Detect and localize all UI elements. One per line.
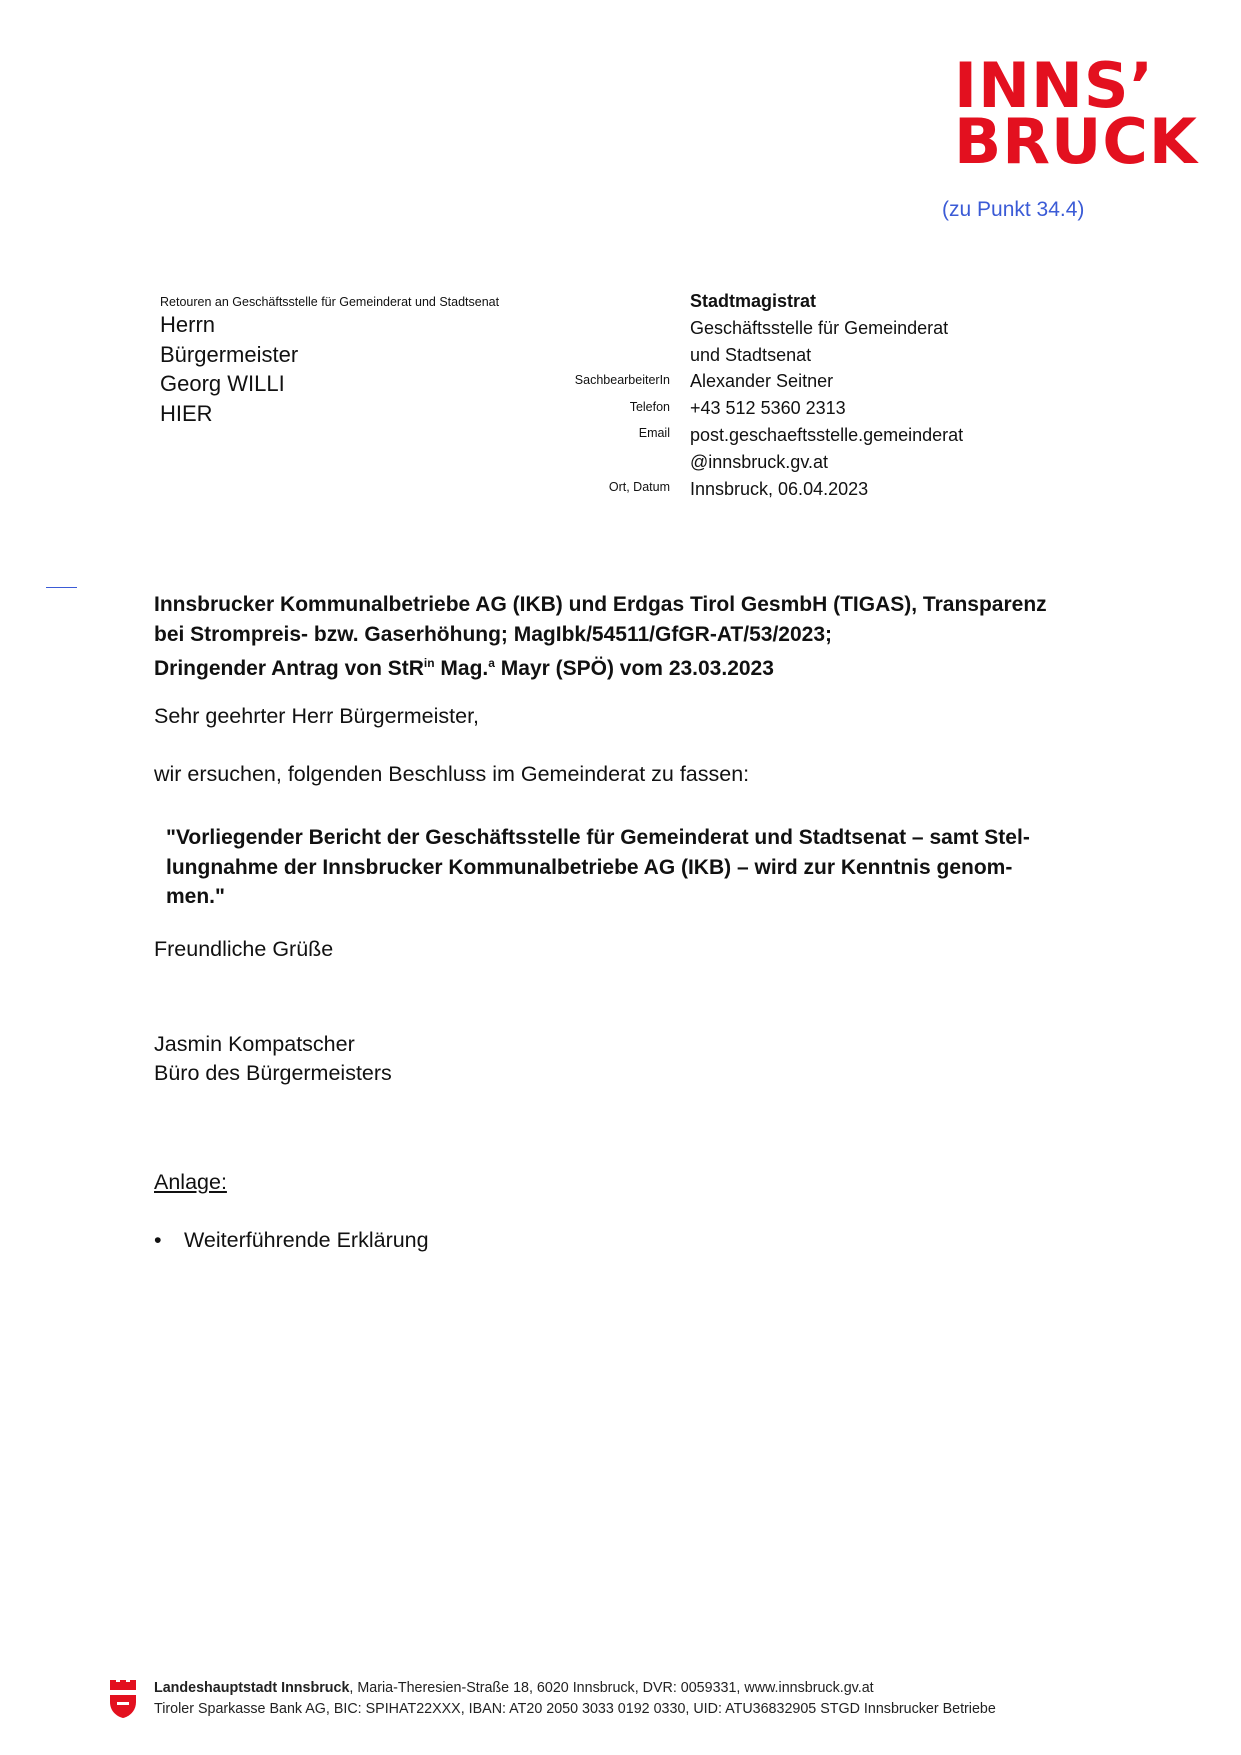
footer <box>154 1678 996 1720</box>
recipient-line: HIER <box>160 400 213 426</box>
margin-mark <box>46 587 77 588</box>
attachments-list <box>154 1228 429 1253</box>
signature-block <box>154 1030 392 1088</box>
subject-line-1: Innsbrucker Kommunalbetriebe AG (IKB) und Erdgas Tirol GesmbH (TIGAS), Transparenz <box>154 593 1047 616</box>
email-label: Email <box>638 426 670 440</box>
attachment-item-label: Weiterführende Erklärung <box>184 1228 429 1252</box>
phone-label: Telefon <box>629 400 670 414</box>
salutation: Sehr geehrter Herr Bürgermeister, <box>154 704 480 728</box>
return-address-note: Retouren an Geschäftsstelle für Gemeinderat und Stadtsenat <box>160 295 500 309</box>
logo-line-1: INNS’ <box>954 49 1155 122</box>
city-coat-of-arms-icon <box>108 1680 138 1725</box>
signature-name: Jasmin Kompatscher <box>154 1032 355 1056</box>
subject-heading <box>154 590 1144 684</box>
subject-sup-in: in <box>423 656 435 670</box>
attachment-item <box>154 1228 429 1253</box>
attachments-title: Anlage: <box>154 1170 227 1194</box>
clerk-label: SachbearbeiterIn <box>574 373 670 387</box>
signature-office: Büro des Bürgermeisters <box>154 1061 392 1085</box>
sender-email-line-1: post.geschaeftsstelle.gemeinderat <box>690 424 964 445</box>
subject-line-3-part-b: Mag. <box>434 657 489 680</box>
resolution-quote <box>166 823 1144 912</box>
recipient-line: Herrn <box>160 312 216 337</box>
date-label: Ort, Datum <box>608 480 670 494</box>
recipient-line: Bürgermeister <box>160 341 299 367</box>
sender-block <box>690 288 963 502</box>
sender-phone: +43 512 5360 2313 <box>690 398 846 419</box>
footer-line-2: Tiroler Sparkasse Bank AG, BIC: SPIHAT22XXX, IBAN: AT20 2050 3033 0192 0330, UID: ATU36832905 STGD Innsbrucker Betriebe <box>154 1701 996 1717</box>
subject-line-2: bei Strompreis- bzw. Gaserhöhung; MagIbk/54511/GfGR-AT/53/2023; <box>154 622 832 646</box>
footer-address: , Maria-Theresien-Straße 18, 6020 Innsbruck, DVR: 0059331, www.innsbruck.gv.at <box>349 1680 874 1696</box>
sender-date: Innsbruck, 06.04.2023 <box>690 478 869 499</box>
quote-line-2: lungnahme der Innsbrucker Kommunalbetriebe AG (IKB) – wird zur Kenntnis genom- <box>166 855 1013 879</box>
sender-dept-line-2: und Stadtsenat <box>690 344 812 365</box>
subject-line-3 <box>154 649 1144 684</box>
sender-dept-line-1: Geschäftsstelle für Gemeinderat <box>690 317 949 338</box>
quote-line-3: men." <box>166 885 225 908</box>
subject-line-3-part-a: Dringender Antrag von StR <box>154 657 424 680</box>
request-text: wir ersuchen, folgenden Beschluss im Gemeinderat zu fassen: <box>154 762 750 786</box>
bullet-icon: • <box>154 1228 162 1252</box>
recipient-line: Georg WILLI <box>160 371 285 396</box>
sender-email-line-2: @innsbruck.gv.at <box>690 451 828 472</box>
footer-line-1 <box>154 1678 996 1699</box>
closing: Freundliche Grüße <box>154 937 334 961</box>
sender-org: Stadtmagistrat <box>690 291 817 311</box>
quote-line-1: "Vorliegender Bericht der Geschäftsstelle für Gemeinderat und Stadtsenat – samt Stel- <box>166 826 1030 849</box>
subject-sup-a: a <box>488 656 495 670</box>
footer-org: Landeshauptstadt Innsbruck <box>154 1680 350 1696</box>
logo-line-2: BRUCK <box>954 105 1198 178</box>
innsbruck-logo <box>954 49 1198 178</box>
agenda-reference: (zu Punkt 34.4) <box>942 198 1085 221</box>
subject-line-3-part-c: Mayr (SPÖ) vom 23.03.2023 <box>494 657 774 680</box>
recipient-address <box>160 310 298 428</box>
sender-clerk: Alexander Seitner <box>690 371 834 392</box>
